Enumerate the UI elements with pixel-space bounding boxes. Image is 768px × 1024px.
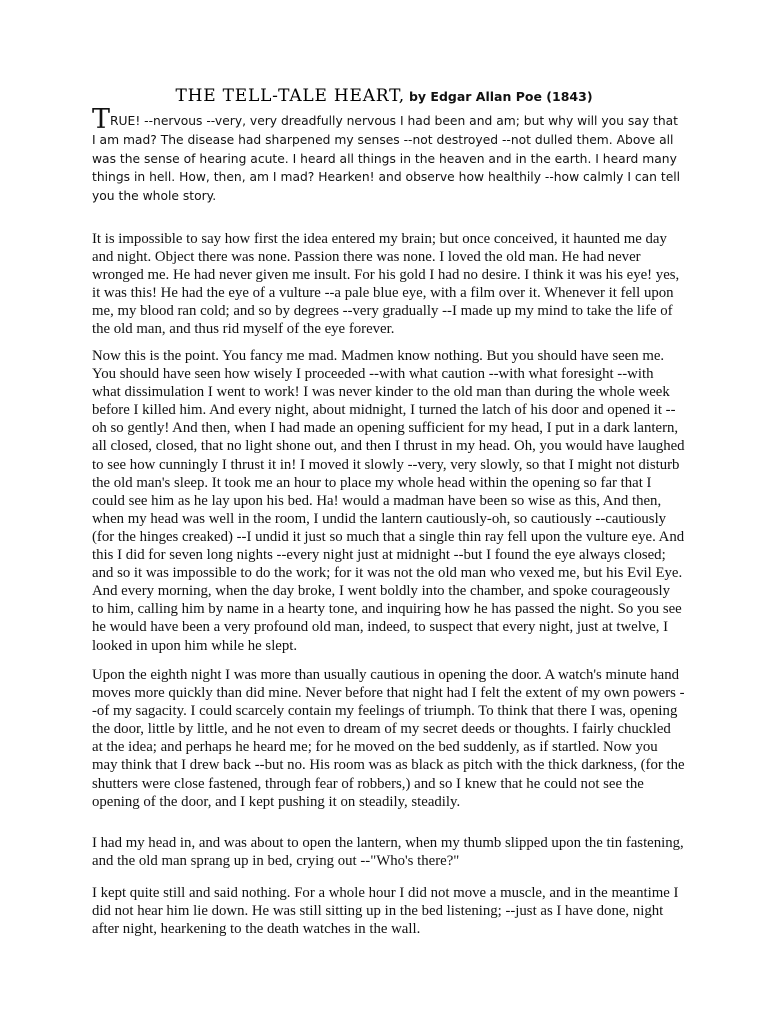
body-paragraph-5: I kept quite still and said nothing. For a whole hour I did not move a muscle, and in the meantime I did not hear him lie down. He was still sitting up in the bed listening; --just as I have done, night after night, hearkening to the death watches in the wall. bbox=[92, 885, 679, 938]
intro-text: --nervous --very, very dreadfully nervous I had been and am; but why will you say that I am mad? The disease had sharpened my senses --not destroyed --not dulled them. Above all was the sense of hearing acute. I heard all things in the heaven and in the earth. I heard many things in hell. How, then, am I mad? Hearken! and observe how healthily --how calmly I can tell you the whole story. bbox=[92, 114, 681, 204]
body-paragraph-4: I had my head in, and was about to open the lantern, when my thumb slipped upon the tin fastening, and the old man sprang up in bed, crying out --"Who's there?" bbox=[92, 835, 684, 870]
first-word-rest: RUE! bbox=[110, 114, 141, 128]
body-paragraph-1: It is impossible to say how first the idea entered my brain; but once conceived, it haunted me day and night. Object there was none. Passion there was none. I loved the old man. He had never wronged me. He had never given me insult. For his gold I had no desire. I think it was his eye! yes, it was this! He had the eye of a vulture --a pale blue eye, with a film over it. Whenever it fell upon me, my blood ran cold; and so by degrees --very gradually --I made up my mind to take the life of the old man, and thus rid myself of the eye forever. bbox=[92, 231, 680, 338]
body-paragraph-3: Upon the eighth night I was more than usually cautious in opening the door. A watch's minute hand moves more quickly than did mine. Never before that night had I felt the extent of my own powers --of my sagacity. I could scarcely contain my feelings of triumph. To think that there I was, opening the door, little by little, and he not even to dream of my secret deeds or thoughts. I fairly chuckled at the idea; and perhaps he heard me; for he moved on the bed suddenly, as if startled. Now you may think that I drew back --but no. His room was as black as pitch with the thick darkness, (for the shutters were close fastened, through fear of robbers,) and so I knew that he could not see the opening of the door, and I kept pushing it on steadily, steadily. bbox=[92, 667, 685, 810]
body-paragraph-2: Now this is the point. You fancy me mad. Madmen know nothing. But you should have seen me. You should have seen how wisely I proceeded --with what caution --with what foresight --with what dissimulation I went to work! I was never kinder to the old man than during the whole week before I killed him. And every night, about midnight, I turned the latch of his door and opened it --oh so gently! And then, when I had made an opening sufficient for my head, I put in a dark lantern, all closed, closed, that no light shone out, and then I thrust in my head. Oh, you would have laughed to see how cunningly I thrust it in! I moved it slowly --very, very slowly, so that I might not disturb the old man's sleep. It took me an hour to place my whole head within the opening so far that I could see him as he lay upon his bed. Ha! would a madman have been so wise as this, And then, when my head was well in the room, I undid the lantern cautiously-oh, so cautiously --cautiously (for the hinges creaked) --I undid it just so much that a single thin ray fell upon the vulture eye. And this I did for seven long nights --every night just at midnight --but I found the eye always closed; and so it was impossible to do the work; for it was not the old man who vexed me, but his Evil Eye. And every morning, when the day broke, I went boldly into the chamber, and spoke courageously to him, calling him by name in a hearty tone, and inquiring how he has passed the night. So you see he would have been a very profound old man, indeed, to suspect that every night, just at twelve, I looked in upon him while he slept. bbox=[92, 348, 685, 654]
story-heading bbox=[0, 86, 768, 106]
intro-paragraph bbox=[92, 104, 682, 206]
drop-cap: T bbox=[92, 104, 111, 135]
author-byline: by Edgar Allan Poe (1843) bbox=[408, 89, 593, 104]
story-title: THE TELL-TALE HEART, bbox=[175, 86, 405, 106]
